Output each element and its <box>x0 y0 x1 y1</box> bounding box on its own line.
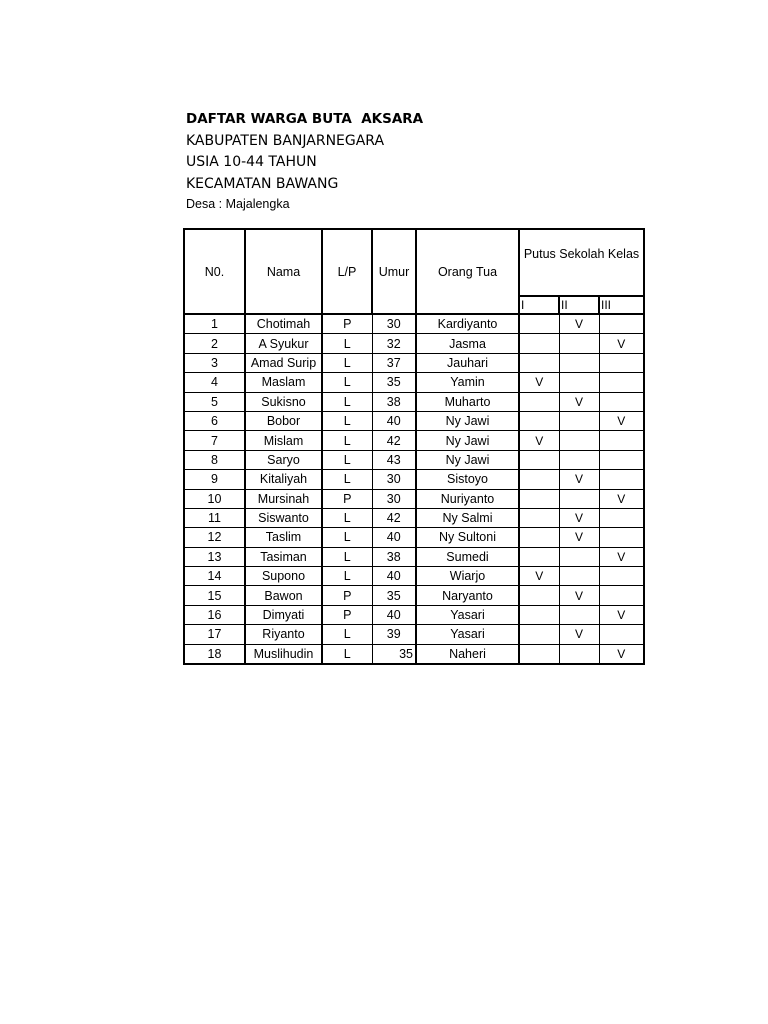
cell-orang-tua: Yasari <box>416 625 519 644</box>
cell-no: 12 <box>184 528 245 547</box>
cell-lp: L <box>322 431 372 450</box>
cell-nama: Riyanto <box>245 625 322 644</box>
cell-orang-tua: Ny Jawi <box>416 450 519 469</box>
cell-no: 14 <box>184 567 245 586</box>
cell-kelas-iii <box>599 431 644 450</box>
cell-kelas-iii: V <box>599 411 644 430</box>
cell-kelas-i <box>519 334 559 353</box>
cell-kelas-ii <box>559 353 599 372</box>
table-row <box>184 334 644 353</box>
table-row <box>184 392 644 411</box>
cell-lp: L <box>322 411 372 430</box>
cell-orang-tua: Naheri <box>416 644 519 664</box>
header-lp: L/P <box>322 229 372 314</box>
cell-orang-tua: Jasma <box>416 334 519 353</box>
cell-kelas-ii: V <box>559 528 599 547</box>
cell-kelas-i: V <box>519 373 559 392</box>
cell-kelas-i <box>519 586 559 605</box>
cell-lp: L <box>322 470 372 489</box>
cell-kelas-iii <box>599 567 644 586</box>
cell-no: 3 <box>184 353 245 372</box>
cell-kelas-i: V <box>519 431 559 450</box>
cell-nama: Bobor <box>245 411 322 430</box>
cell-kelas-iii: V <box>599 547 644 566</box>
cell-umur: 32 <box>372 334 416 353</box>
cell-nama: Amad Surip <box>245 353 322 372</box>
table-row <box>184 470 644 489</box>
cell-kelas-ii: V <box>559 586 599 605</box>
cell-lp: L <box>322 567 372 586</box>
table-row <box>184 528 644 547</box>
table-row <box>184 625 644 644</box>
cell-orang-tua: Yamin <box>416 373 519 392</box>
cell-nama: Supono <box>245 567 322 586</box>
cell-kelas-i: V <box>519 567 559 586</box>
cell-lp: P <box>322 314 372 334</box>
cell-kelas-iii <box>599 508 644 527</box>
cell-nama: Tasiman <box>245 547 322 566</box>
header-kelas-i: I <box>519 296 559 314</box>
cell-kelas-i <box>519 450 559 469</box>
cell-orang-tua: Nuriyanto <box>416 489 519 508</box>
table-row <box>184 431 644 450</box>
cell-kelas-iii <box>599 625 644 644</box>
cell-kelas-ii <box>559 411 599 430</box>
cell-kelas-iii <box>599 450 644 469</box>
cell-kelas-i <box>519 314 559 334</box>
cell-kelas-ii <box>559 644 599 664</box>
cell-orang-tua: Kardiyanto <box>416 314 519 334</box>
cell-no: 1 <box>184 314 245 334</box>
cell-no: 13 <box>184 547 245 566</box>
cell-kelas-iii <box>599 586 644 605</box>
cell-umur: 42 <box>372 508 416 527</box>
cell-no: 18 <box>184 644 245 664</box>
cell-kelas-iii <box>599 392 644 411</box>
cell-umur: 30 <box>372 489 416 508</box>
cell-kelas-iii <box>599 353 644 372</box>
cell-nama: Siswanto <box>245 508 322 527</box>
cell-umur: 30 <box>372 314 416 334</box>
cell-kelas-i <box>519 470 559 489</box>
table-row <box>184 314 644 334</box>
cell-lp: L <box>322 508 372 527</box>
cell-lp: L <box>322 625 372 644</box>
cell-kelas-ii: V <box>559 392 599 411</box>
cell-no: 15 <box>184 586 245 605</box>
cell-orang-tua: Wiarjo <box>416 567 519 586</box>
cell-umur: 42 <box>372 431 416 450</box>
cell-lp: P <box>322 605 372 624</box>
cell-kelas-i <box>519 547 559 566</box>
cell-umur: 40 <box>372 411 416 430</box>
table-row <box>184 567 644 586</box>
table-row <box>184 450 644 469</box>
cell-lp: P <box>322 586 372 605</box>
cell-kelas-iii: V <box>599 334 644 353</box>
cell-umur: 38 <box>372 392 416 411</box>
cell-kelas-i <box>519 489 559 508</box>
table-row <box>184 353 644 372</box>
cell-no: 7 <box>184 431 245 450</box>
document-title: DAFTAR WARGA BUTA AKSARA <box>186 111 424 127</box>
roster-body <box>184 314 644 664</box>
cell-orang-tua: Sumedi <box>416 547 519 566</box>
cell-kelas-i <box>519 605 559 624</box>
cell-kelas-ii <box>559 334 599 353</box>
cell-kelas-i <box>519 625 559 644</box>
cell-umur: 40 <box>372 605 416 624</box>
cell-no: 8 <box>184 450 245 469</box>
kecamatan-line: KECAMATAN BAWANG <box>186 175 339 192</box>
cell-nama: Kitaliyah <box>245 470 322 489</box>
cell-nama: Bawon <box>245 586 322 605</box>
cell-kelas-iii <box>599 373 644 392</box>
cell-kelas-i <box>519 392 559 411</box>
cell-no: 2 <box>184 334 245 353</box>
table-row <box>184 489 644 508</box>
usia-line: USIA 10-44 TAHUN <box>186 154 317 170</box>
cell-umur: 38 <box>372 547 416 566</box>
table-row <box>184 411 644 430</box>
cell-orang-tua: Jauhari <box>416 353 519 372</box>
cell-kelas-ii <box>559 373 599 392</box>
cell-kelas-ii <box>559 489 599 508</box>
cell-kelas-ii <box>559 450 599 469</box>
kabupaten-line: KABUPATEN BANJARNEGARA <box>186 132 385 149</box>
cell-lp: L <box>322 353 372 372</box>
header-kelas-iii: III <box>599 296 644 314</box>
cell-orang-tua: Ny Jawi <box>416 411 519 430</box>
cell-kelas-i <box>519 508 559 527</box>
cell-nama: Sukisno <box>245 392 322 411</box>
cell-kelas-ii <box>559 567 599 586</box>
cell-lp: L <box>322 334 372 353</box>
table-row <box>184 586 644 605</box>
cell-umur: 40 <box>372 567 416 586</box>
cell-no: 5 <box>184 392 245 411</box>
cell-umur: 35 <box>372 373 416 392</box>
cell-no: 17 <box>184 625 245 644</box>
cell-lp: P <box>322 489 372 508</box>
cell-nama: Mislam <box>245 431 322 450</box>
cell-kelas-iii <box>599 528 644 547</box>
table-row <box>184 373 644 392</box>
document-header <box>186 109 423 213</box>
cell-nama: Dimyati <box>245 605 322 624</box>
header-orang-tua: Orang Tua <box>416 229 519 314</box>
cell-lp: L <box>322 373 372 392</box>
header-kelas-ii: II <box>559 296 599 314</box>
cell-umur: 43 <box>372 450 416 469</box>
cell-umur: 40 <box>372 528 416 547</box>
table-row <box>184 508 644 527</box>
cell-no: 11 <box>184 508 245 527</box>
cell-nama: Mursinah <box>245 489 322 508</box>
cell-kelas-iii: V <box>599 644 644 664</box>
cell-kelas-iii <box>599 314 644 334</box>
roster-table <box>183 228 645 665</box>
cell-kelas-i <box>519 353 559 372</box>
header-nama: Nama <box>245 229 322 314</box>
cell-kelas-iii <box>599 470 644 489</box>
cell-no: 9 <box>184 470 245 489</box>
cell-orang-tua: Naryanto <box>416 586 519 605</box>
cell-umur: 39 <box>372 625 416 644</box>
cell-kelas-i <box>519 411 559 430</box>
cell-no: 6 <box>184 411 245 430</box>
cell-orang-tua: Ny Sultoni <box>416 528 519 547</box>
cell-nama: Taslim <box>245 528 322 547</box>
cell-umur: 35 <box>372 644 416 664</box>
cell-kelas-ii <box>559 605 599 624</box>
cell-kelas-ii: V <box>559 314 599 334</box>
cell-lp: L <box>322 528 372 547</box>
cell-kelas-ii <box>559 431 599 450</box>
header-putus-sekolah: Putus Sekolah Kelas <box>519 229 644 296</box>
cell-kelas-ii <box>559 547 599 566</box>
cell-nama: A Syukur <box>245 334 322 353</box>
cell-kelas-ii: V <box>559 508 599 527</box>
cell-orang-tua: Muharto <box>416 392 519 411</box>
cell-umur: 35 <box>372 586 416 605</box>
cell-kelas-ii: V <box>559 625 599 644</box>
cell-orang-tua: Ny Jawi <box>416 431 519 450</box>
cell-nama: Saryo <box>245 450 322 469</box>
desa-line: Desa : Majalengka <box>186 197 290 211</box>
cell-nama: Chotimah <box>245 314 322 334</box>
cell-umur: 30 <box>372 470 416 489</box>
cell-kelas-i <box>519 528 559 547</box>
cell-no: 16 <box>184 605 245 624</box>
cell-orang-tua: Ny Salmi <box>416 508 519 527</box>
cell-lp: L <box>322 450 372 469</box>
cell-kelas-iii: V <box>599 489 644 508</box>
cell-no: 10 <box>184 489 245 508</box>
table-row <box>184 644 644 664</box>
header-umur: Umur <box>372 229 416 314</box>
cell-lp: L <box>322 392 372 411</box>
cell-kelas-i <box>519 644 559 664</box>
cell-orang-tua: Yasari <box>416 605 519 624</box>
table-row <box>184 605 644 624</box>
cell-nama: Muslihudin <box>245 644 322 664</box>
cell-nama: Maslam <box>245 373 322 392</box>
cell-orang-tua: Sistoyo <box>416 470 519 489</box>
cell-lp: L <box>322 547 372 566</box>
cell-kelas-ii: V <box>559 470 599 489</box>
cell-no: 4 <box>184 373 245 392</box>
table-row <box>184 547 644 566</box>
cell-umur: 37 <box>372 353 416 372</box>
cell-lp: L <box>322 644 372 664</box>
header-no: N0. <box>184 229 245 314</box>
cell-kelas-iii: V <box>599 605 644 624</box>
